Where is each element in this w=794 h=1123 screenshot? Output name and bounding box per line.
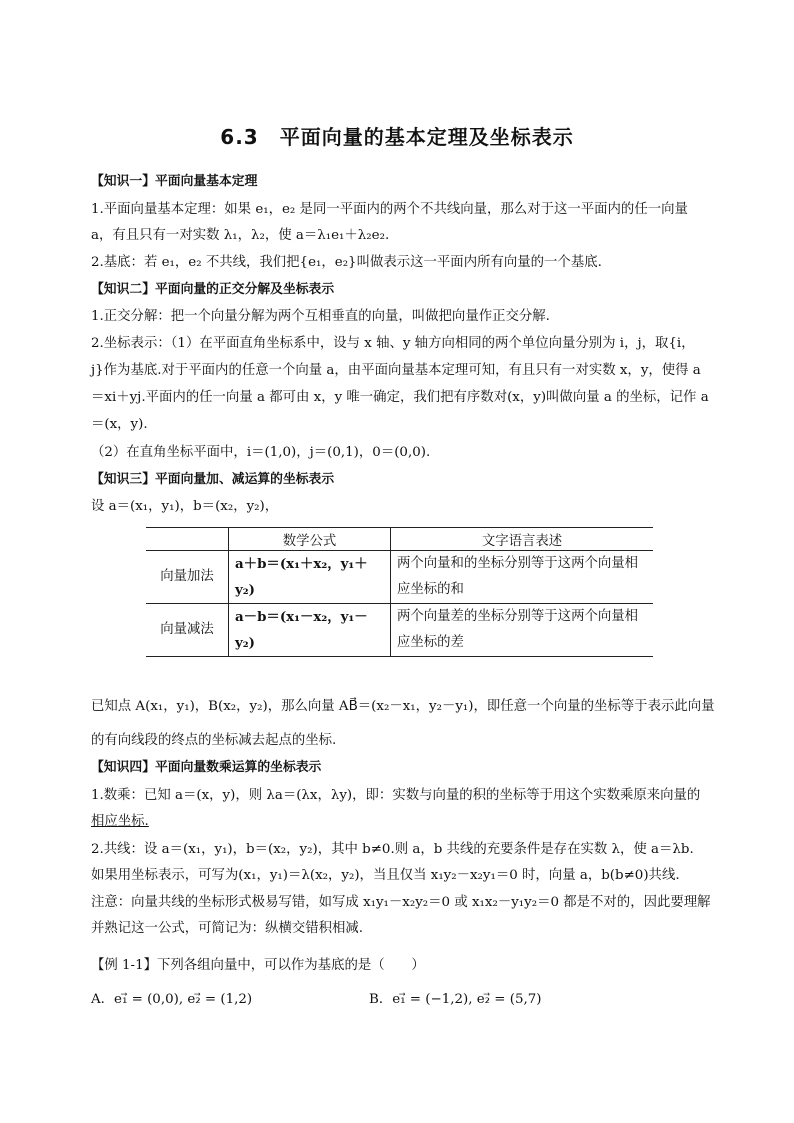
table-header-cell: 数学公式 — [229, 528, 391, 551]
table-cell-text: 两个向量和的坐标分别等于这两个向量相应坐标的和 — [391, 551, 654, 604]
table-row — [146, 551, 653, 604]
k3-after-line-1: 已知点 A(x₁，y₁)，B(x₂，y₂)，那么向量 AB⃗＝(x₂－x₁，y₂－y₁)，即任意一个向量的坐标等于表示此向量 — [91, 699, 715, 714]
section-heading-2: 【知识二】平面向量的正交分解及坐标表示 — [91, 282, 335, 297]
k4-line-1: 1.数乘：已知 a＝(x，y)，则 λa＝(λx，λy)，即：实数与向量的积的坐标等于用这个实数乘原来向量的 — [91, 788, 701, 803]
k2-line-3: j}作为基底.对于平面内的任意一个向量 a，由平面向量基本定理可知，有且只有一对实数 x，y，使得 a — [91, 363, 701, 378]
section-heading-4: 【知识四】平面向量数乘运算的坐标表示 — [91, 760, 322, 775]
table-row — [146, 604, 653, 657]
k2-line-2: 2.坐标表示：（1）在平面直角坐标系中，设与 x 轴、y 轴方向相同的两个单位向量分别为 i，j，取{i， — [91, 336, 695, 351]
k4-line-5: 注意：向量共线的坐标形式极易写错，如写成 x₁y₁－x₂y₂＝0 或 x₁x₂－y₁y₂＝0 都是不对的，因此要理解 — [91, 895, 711, 910]
k2-line-1: 1.正交分解：把一个向量分解为两个互相垂直的向量，叫做把向量作正交分解. — [91, 309, 550, 324]
k3-after-line-2: 的有向线段的终点的坐标减去起点的坐标. — [91, 733, 337, 748]
k2-line-4: ＝xi＋yj.平面内的任一向量 a 都可由 x，y 唯一确定，我们把有序数对(x，y)叫做向量 a 的坐标，记作 a — [91, 390, 709, 405]
k1-line-3: 2.基底：若 e₁，e₂ 不共线，我们把{e₁，e₂}叫做表示这一平面内所有向量的一个基底. — [91, 255, 602, 270]
table-header-cell — [146, 528, 229, 551]
k1-line-1: 1.平面向量基本定理：如果 e₁，e₂ 是同一平面内的两个不共线向量，那么对于这一平面内的任一向量 — [91, 202, 688, 217]
option-a: A．e₁⃗ = (0,0), e₂⃗ = (1,2) — [91, 992, 253, 1007]
section-heading-3: 【知识三】平面向量加、减运算的坐标表示 — [91, 472, 335, 487]
k4-line-3: 2.共线：设 a＝(x₁，y₁)，b＝(x₂，y₂)，其中 b≠0.则 a，b 共线的充要条件是存在实数 λ，使 a＝λb. — [91, 842, 694, 857]
k3-intro: 设 a＝(x₁，y₁)，b＝(x₂，y₂)， — [91, 499, 279, 514]
table-cell-formula: a－b＝(x₁－x₂，y₁－y₂) — [229, 604, 391, 657]
page-title: 6.3 平面向量的基本定理及坐标表示 — [220, 125, 574, 149]
table-header-cell: 文字语言表述 — [391, 528, 654, 551]
example-stem: 【例 1-1】下列各组向量中，可以作为基底的是（ ） — [91, 958, 425, 973]
k2-line-5: ＝(x，y). — [91, 417, 148, 432]
table-cell-text: 两个向量差的坐标分别等于这两个向量相应坐标的差 — [391, 604, 654, 657]
k1-line-2: a，有且只有一对实数 λ₁，λ₂，使 a＝λ₁e₁＋λ₂e₂. — [91, 228, 390, 243]
k4-line-6: 并熟记这一公式，可简记为：纵横交错积相减. — [91, 921, 364, 936]
section-heading-1: 【知识一】平面向量基本定理 — [91, 174, 258, 189]
table-cell-formula: a＋b＝(x₁＋x₂，y₁＋y₂) — [229, 551, 391, 604]
k4-line-2: 相应坐标. — [91, 814, 149, 829]
vector-operations-table — [146, 527, 653, 657]
table-cell-name: 向量加法 — [146, 551, 229, 604]
table-cell-name: 向量减法 — [146, 604, 229, 657]
k2-line-6: （2）在直角坐标平面中，i＝(1,0)，j＝(0,1)，0＝(0,0). — [91, 445, 431, 460]
table-header-row — [146, 528, 653, 551]
option-b: B．e₁⃗ = (−1,2), e₂⃗ = (5,7) — [369, 992, 542, 1007]
k4-line-4: 如果用坐标表示，可写为(x₁，y₁)＝λ(x₂，y₂)，当且仅当 x₁y₂－x₂y₁＝0 时，向量 a，b(b≠0)共线. — [91, 868, 680, 883]
